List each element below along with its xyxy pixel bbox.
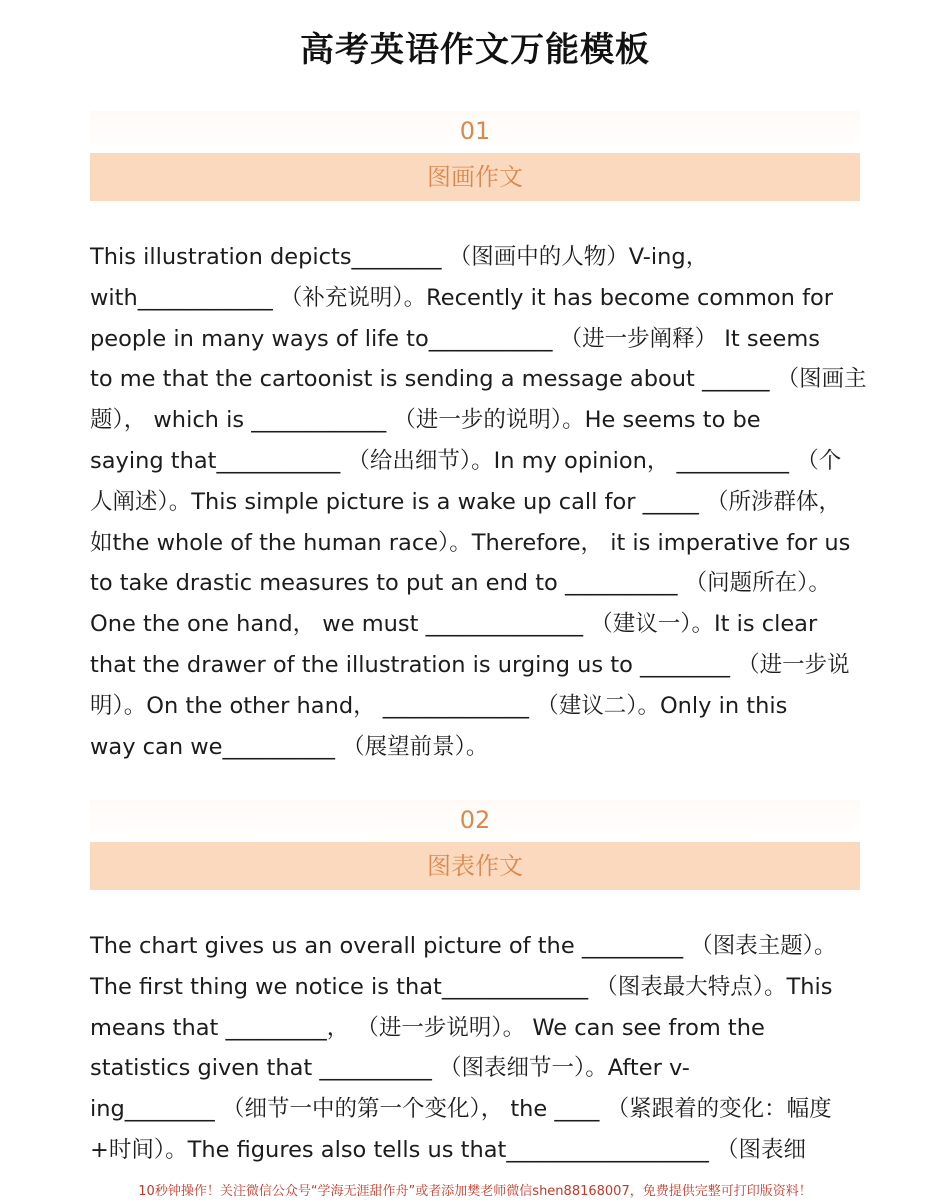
section-1-number: 01 (90, 111, 860, 151)
text-line: way can we__________ （展望前景）。 (90, 733, 489, 760)
text-line: 如the whole of the human race）。Therefore， it is imperative for us (90, 529, 851, 556)
text-line: 人阐述）。This simple picture is a wake up call for _____ （所涉群体， (90, 488, 842, 515)
text-line: The chart gives us an overall picture of the _________ （图表主题）。 (90, 933, 837, 959)
text-line: 题）， which is ____________ （进一步的说明）。He seems to be (90, 407, 761, 434)
text-line: with____________ （补充说明）。Recently it has become common for (90, 284, 834, 311)
text-line: to me that the cartoonist is sending a message about ______ （图画主 (90, 366, 867, 393)
section-1-heading: 图画作文 (90, 153, 860, 201)
text-line: +时间）。The figures also tells us that__________________ （图表细 (90, 1136, 806, 1163)
footer-notice: 10秒钟操作！关注微信公众号“学海无涯甜作舟”或者添加樊老师微信shen88168007，免费提供完整可打印版资料！ (138, 1184, 812, 1199)
text-line: that the drawer of the illustration is urging us to ________ （进一步说 (90, 651, 850, 678)
text-line: ing________ （细节一中的第一个变化）， the ____ （紧跟着的变化：幅度 (90, 1096, 832, 1123)
section-2-heading: 图表作文 (90, 842, 860, 890)
text-line: 明）。On the other hand， _____________ （建议二）。Only in this (90, 692, 788, 719)
section-2-number: 02 (90, 800, 860, 840)
section-1-paragraph (90, 237, 865, 767)
text-line: statistics given that __________ （图表细节一）。After v- (90, 1055, 690, 1082)
text-line: One the one hand， we must ______________ （建议一）。It is clear (90, 611, 818, 638)
text-line: to take drastic measures to put an end to __________ （问题所在）。 (90, 570, 831, 597)
text-line: people in many ways of life to___________ （进一步阐释） It seems (90, 325, 820, 352)
text-line: This illustration depicts________ （图画中的人物）V-ing， (90, 244, 709, 270)
page-title: 高考英语作文万能模板 (300, 30, 650, 70)
text-line: The first thing we notice is that_____________ （图表最大特点）。This (90, 973, 833, 1000)
text-line: saying that___________ （给出细节）。In my opinion， __________ （个 (90, 447, 842, 474)
section-2-paragraph (90, 926, 865, 1171)
text-line: means that _________， （进一步说明）。 We can see from the (90, 1014, 765, 1041)
